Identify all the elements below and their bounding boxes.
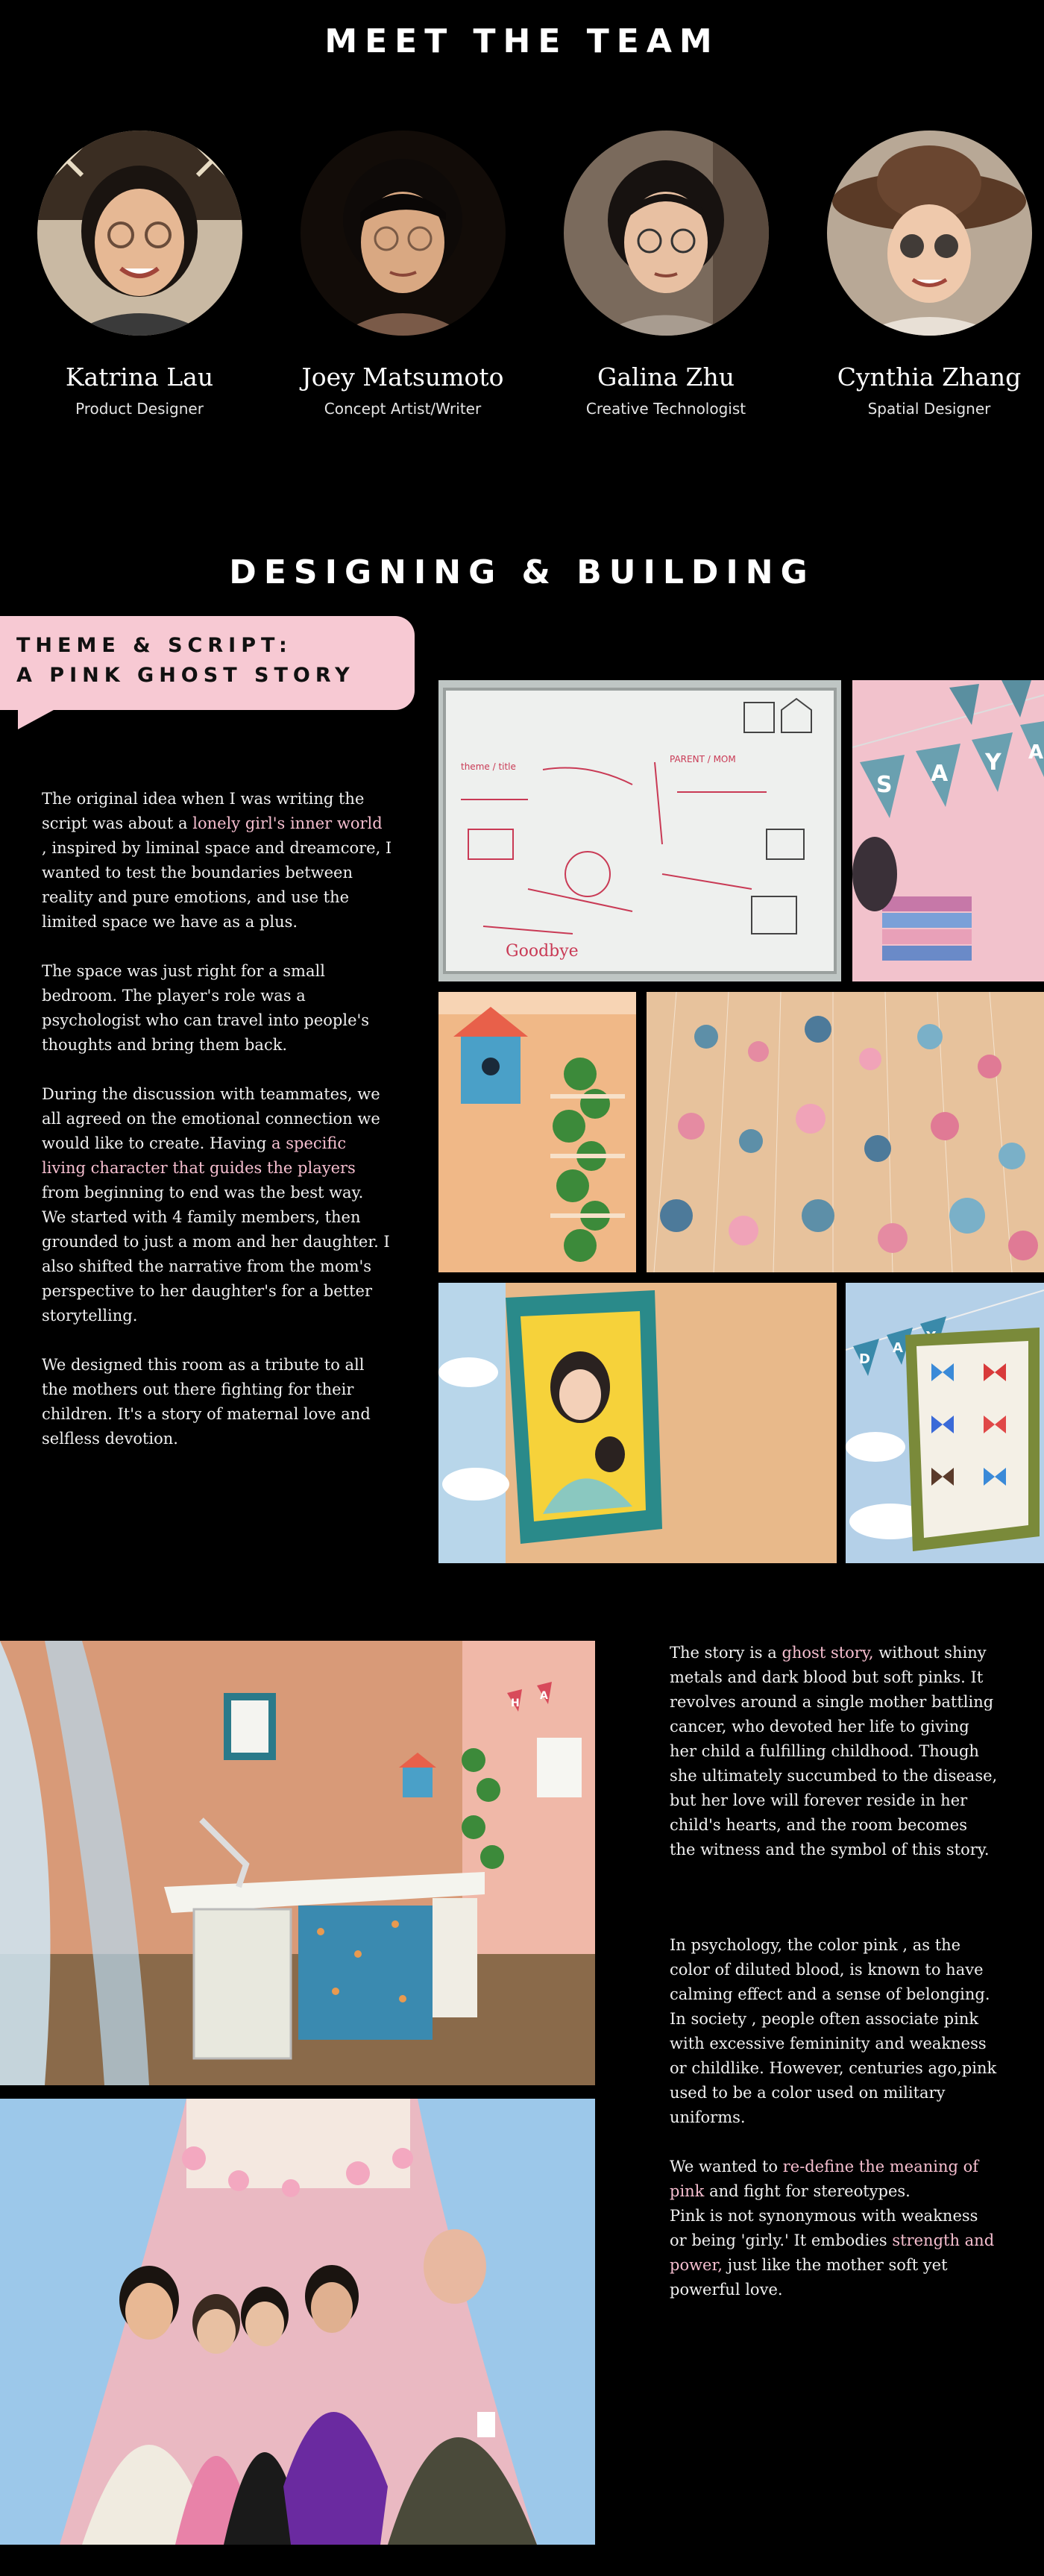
team-section-title: MEET THE TEAM xyxy=(324,22,720,60)
paragraph: We started with 4 family members, then grounded to just a mom and her daughter. I also shifted the narrative from the mom's perspective to her daughter's for a better storytelling. xyxy=(42,1208,390,1325)
birdhouse-shelf-photo xyxy=(438,992,636,1272)
banner-wall-photo xyxy=(852,680,1044,981)
svg-text:theme / title: theme / title xyxy=(461,761,516,772)
paragraph: The space was just right for a small bedroom. The player's role was a psychologist who can travel into people's thoughts and bring them back. xyxy=(42,962,370,1054)
highlight-text: re-define the meaning of pink xyxy=(670,2158,979,2200)
paragraph: We designed this room as a tribute to all the mothers out there fighting for their children. It's a story of maternal love and selfless devotion. xyxy=(42,1356,371,1448)
member-role: Spatial Designer xyxy=(867,399,991,418)
highlight-text: lonely girl's inner world xyxy=(192,814,383,832)
butterfly-frame-photo xyxy=(846,1283,1044,1563)
bubble-tail xyxy=(18,701,70,729)
team-member-card xyxy=(276,131,529,418)
avatar xyxy=(301,131,506,336)
member-name: Galina Zhu xyxy=(597,362,735,392)
portrait-frame-photo xyxy=(438,1283,837,1563)
team-group-photo xyxy=(0,2099,595,2545)
avatar xyxy=(827,131,1032,336)
highlight-text: a specific living character that guides the players xyxy=(42,1134,356,1177)
story-text-block xyxy=(670,1641,998,1887)
banner-letter: A xyxy=(1028,741,1044,764)
paragraph: During the discussion with teammates, we all agreed on the emotional connection we would like to create. Having a specific living character that guides the players from beginning to end was the best way. xyxy=(42,1085,380,1201)
psychology-text-block xyxy=(670,1933,998,2327)
banner-letter: A xyxy=(540,1690,548,1702)
paragraph: In psychology, the color pink , as the color of diluted blood, is known to have calming effect and a sense of belonging. In society , people often associate pink with excessive femininity and weakness or childlike. However, centuries ago,pink used to be a color used on military uniforms. xyxy=(670,1936,997,2126)
member-role: Product Designer xyxy=(75,399,204,418)
theme-speech-bubble xyxy=(0,616,415,710)
svg-text:PARENT / MOM: PARENT / MOM xyxy=(670,754,736,764)
paragraph: The story is a ghost story, without shiny metals and dark blood but soft pinks. It revolves around a single mother battling cancer, who devoted her life to giving her child a fulfilling childhood. Though she ultimately succumbed to the disease, but her love will forever reside in her child's hearts, and the room becomes the witness and the symbol of this story. xyxy=(670,1644,998,1859)
team-member-card xyxy=(13,131,266,418)
member-name: Joey Matsumoto xyxy=(301,362,504,392)
bubble-line: THEME & SCRIPT: xyxy=(16,634,292,657)
paragraph: Pink is not synonymous with weakness or being 'girly.' It embodies strength and power, just like the mother soft yet powerful love. xyxy=(670,2207,995,2299)
banner-letter: S xyxy=(876,772,893,798)
team-member-card xyxy=(802,131,1044,418)
member-role: Concept Artist/Writer xyxy=(324,399,482,418)
banner-letter: H xyxy=(511,1697,520,1709)
whiteboard-photo xyxy=(438,680,841,981)
member-role: Creative Technologist xyxy=(585,399,746,418)
script-text-block xyxy=(42,787,392,1476)
pompom-ceiling-photo xyxy=(647,992,1044,1272)
member-name: Katrina Lau xyxy=(65,362,214,392)
banner-letter: D xyxy=(859,1351,870,1367)
banner-letter: A xyxy=(893,1340,903,1356)
highlight-text: ghost story, xyxy=(782,1644,874,1662)
design-section-title: DESIGNING & BUILDING xyxy=(229,553,815,591)
avatar xyxy=(564,131,769,336)
whiteboard-word: Goodbye xyxy=(506,942,579,961)
team-member-card xyxy=(539,131,793,418)
bedroom-desk-photo xyxy=(0,1641,595,2085)
bubble-line: A PINK GHOST STORY xyxy=(16,664,355,687)
paragraph: We wanted to re-define the meaning of pink and fight for stereotypes. xyxy=(670,2158,979,2200)
member-name: Cynthia Zhang xyxy=(837,362,1022,392)
banner-letter: A xyxy=(931,761,949,787)
banner-letter: Y xyxy=(985,750,1001,776)
highlight-text: strength and power, xyxy=(670,2231,995,2274)
avatar xyxy=(37,131,242,336)
paragraph: The original idea when I was writing the script was about a lonely girl's inner world , inspired by liminal space and dreamcore, I wanted to test the boundaries between reality and pure emotions, and use the limited space we have as a plus. xyxy=(42,790,392,931)
